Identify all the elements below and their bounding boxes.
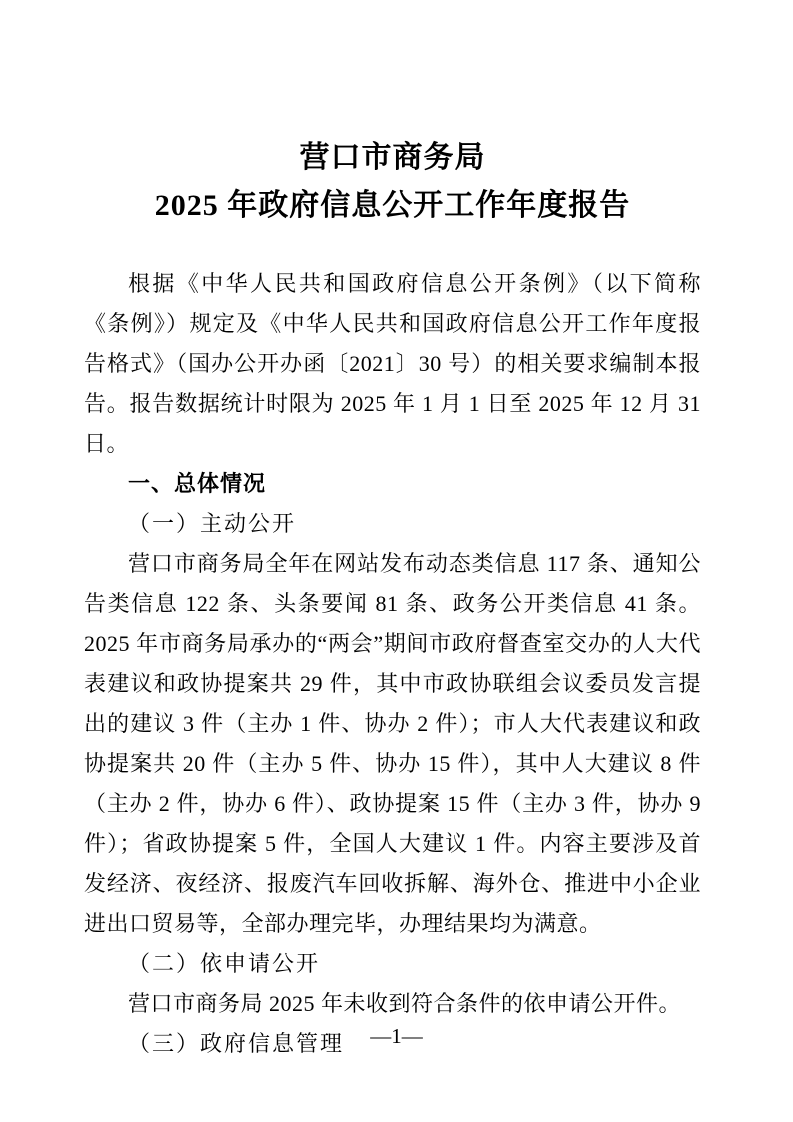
subsection-heading-proactive-disclosure: （一）主动公开 (128, 511, 297, 536)
paragraph-disclosure-upon-request: 营口市商务局 2025 年未收到符合条件的依申请公开件。 (128, 991, 682, 1016)
section-heading-overall-situation: 一、总体情况 (128, 471, 267, 496)
title-line-1: 营口市商务局 (299, 141, 486, 174)
subsection-heading-disclosure-upon-request: （二）依申请公开 (128, 951, 321, 976)
intro-paragraph: 根据《中华人民共和国政府信息公开条例》（以下简称《条例》）规定及《中华人民共和国政府信息公开工作年度报告格式》（国办公开办函〔2021〕30 号）的相关要求编制本报告。报告数据统计时限为 2025 年 1 月 1 日至 2025 年 12 月 31 日。 (84, 271, 701, 456)
document-title (84, 134, 701, 230)
page-number: —1— (370, 1024, 423, 1048)
subsection-heading-information-management: （三）政府信息管理 (128, 1031, 345, 1056)
paragraph-proactive-disclosure: 营口市商务局全年在网站发布动态类信息 117 条、通知公告类信息 122 条、头条要闻 81 条、政务公开类信息 41 条。2025 年市商务局承办的“两会”期间市政府督查室交办的人大代表建议和政协提案共 29 件，其中市政协联组会议委员发言提出的建议 3 件（主办 1 件、协办 2 件）；市人大代表建议和政协提案共 20 件（主办 5 件、协办 15 件），其中人大建议 8 件（主办 2 件，协办 6 件）、政协提案 15 件（主办 3 件，协办 9 件）；省政协提案 5 件，全国人大建议 1 件。内容主要涉及首发经济、夜经济、报废汽车回收拆解、海外仓、推进中小企业进出口贸易等，全部办理完毕，办理结果均为满意。 (84, 551, 701, 936)
title-line-2: 2025 年政府信息公开工作年度报告 (154, 189, 631, 222)
document-body (84, 264, 701, 1064)
